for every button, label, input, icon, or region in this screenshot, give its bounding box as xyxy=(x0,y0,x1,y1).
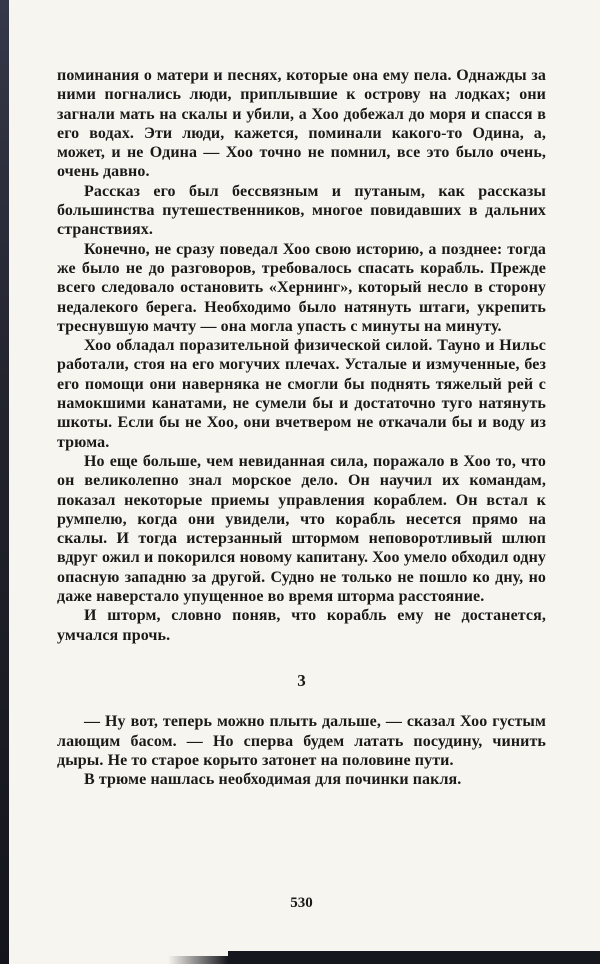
paragraph: Хоо обладал поразительной физической силой. Тауно и Нильс работали, стоя на его могучих плечах. Усталые и измученные, без его помощи они наверняка не смогли бы поднять тяжелый рей с намокшими канатами, не сумели бы и достаточно туго натянуть шкоты. Если бы не Хоо, они вчетвером не откачали бы и воду из трюма. xyxy=(57,337,546,451)
body-text-part1 xyxy=(57,66,546,645)
chapter-heading: 3 xyxy=(297,670,306,690)
paragraph: — Ну вот, теперь можно плыть дальше, — сказал Хоо густым лающим басом. — Но сперва будем латать посудину, чинить дыры. Не то старое корыто затонет на половине пути. xyxy=(57,713,546,769)
scan-edge-bottom xyxy=(228,951,600,964)
paragraph: Но еще больше, чем невиданная сила, поражало в Хоо то, что он великолепно знал морское дело. Он научил их командам, показал некоторые приемы управления кораблем. Он встал к румпелю, когда они увидели, что корабль несется прямо на скалы. И тогда истерзанный штормом неповоротливый шлюп вдруг ожил и покорился новому капитану. Хоо умело обходил одну опасную западню за другой. Судно не только не пошло ко дну, но даже наверстало упущенное во время шторма расстояние. xyxy=(57,452,546,606)
text-block xyxy=(57,66,546,789)
body-text-part2 xyxy=(57,712,546,789)
scan-edge-left xyxy=(0,0,9,964)
paragraph: В трюме нашлась необходимая для починки пакля. xyxy=(84,771,462,789)
paragraph: Рассказ его был бессвязным и путаным, как рассказы большинства путешественников, многое повидавших в дальних странствиях. xyxy=(57,182,546,239)
scan-edge-bottom-fade xyxy=(168,956,228,964)
paragraph: Конечно, не сразу поведал Хоо свою историю, а позднее: тогда же было не до разговоров, требовалось спасать корабль. Прежде всего следовало остановить «Хернинг», который несло в сторону недалекого берега. Необходимо было натянуть штаги, укрепить треснувшую мачту — она могла упасть с минуты на минуту. xyxy=(57,240,546,335)
paragraph: И шторм, словно поняв, что корабль ему не достанется, умчался прочь. xyxy=(57,607,546,644)
page-number: 530 xyxy=(290,895,313,911)
paragraph: поминания о матери и песнях, которые она ему пела. Однажды за ними погнались люди, приплывшие к острову на лодках; они загнали мать на скалы и убили, а Хоо добежал до моря и спасся в его водах. Эти люди, кажется, поминали какого-то Одина, а, может, и не Одина — Хоо точно не помнил, все это было очень, очень давно. xyxy=(57,67,546,181)
